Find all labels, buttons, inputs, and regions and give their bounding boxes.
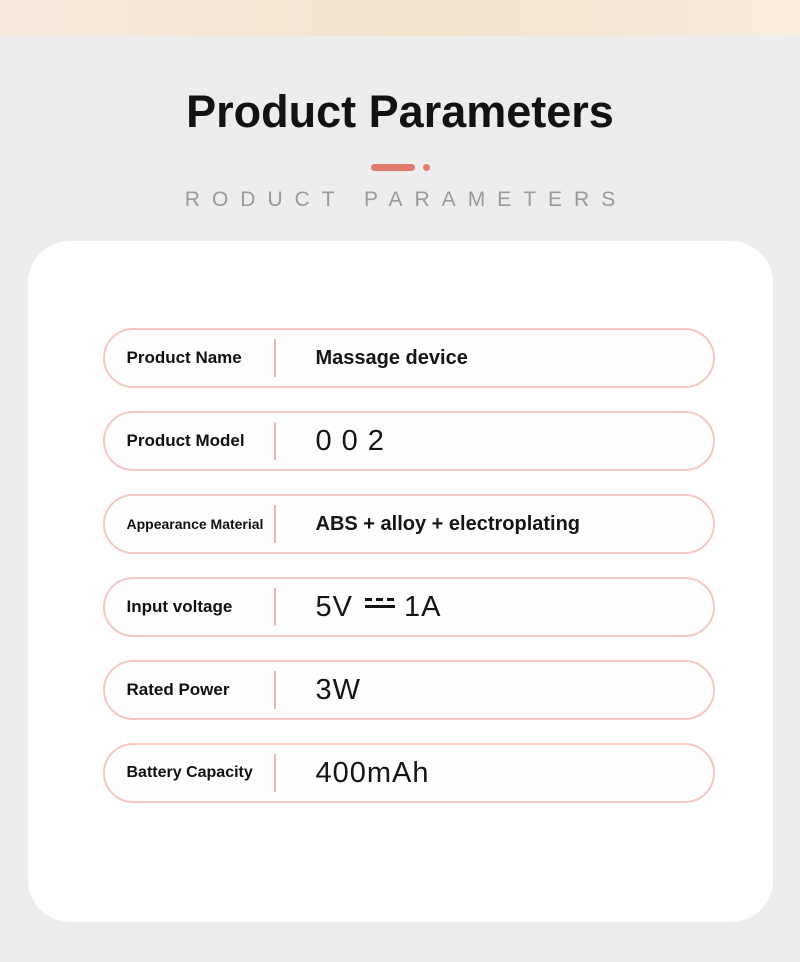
parameters-card — [28, 241, 773, 922]
param-value: Massage device — [315, 346, 468, 369]
param-label: Battery Capacity — [126, 764, 253, 781]
param-row-product-name — [103, 328, 715, 388]
top-banner — [0, 0, 800, 36]
param-label: Rated Power — [126, 680, 230, 699]
param-value: 002 — [315, 424, 394, 457]
current-value: 1A — [403, 590, 442, 623]
param-value: 3W — [315, 673, 361, 706]
dc-direct-current-icon — [365, 598, 395, 608]
param-row-input-voltage — [103, 577, 715, 637]
accent-dot — [423, 164, 430, 171]
param-row-rated-power — [103, 660, 715, 720]
param-label: Input voltage — [126, 597, 233, 616]
param-label: Appearance Material — [126, 516, 264, 532]
dc-dashed-line — [365, 598, 395, 601]
header — [0, 36, 800, 212]
accent-dash — [371, 164, 415, 171]
param-row-product-model — [103, 411, 715, 471]
param-row-appearance-material — [103, 494, 715, 554]
param-value: ABS + alloy + electroplating — [315, 512, 581, 535]
param-value — [276, 591, 442, 624]
voltage-value: 5V — [315, 590, 353, 623]
param-value: 400mAh — [315, 756, 430, 789]
page-title: Product Parameters — [186, 86, 614, 137]
param-label: Product Name — [126, 348, 242, 367]
param-row-battery-capacity — [103, 743, 715, 803]
page-subtitle: RODUCT PARAMETERS — [184, 188, 628, 211]
accent-divider — [0, 163, 800, 171]
param-label: Product Model — [126, 431, 245, 450]
dc-solid-line — [365, 605, 395, 608]
